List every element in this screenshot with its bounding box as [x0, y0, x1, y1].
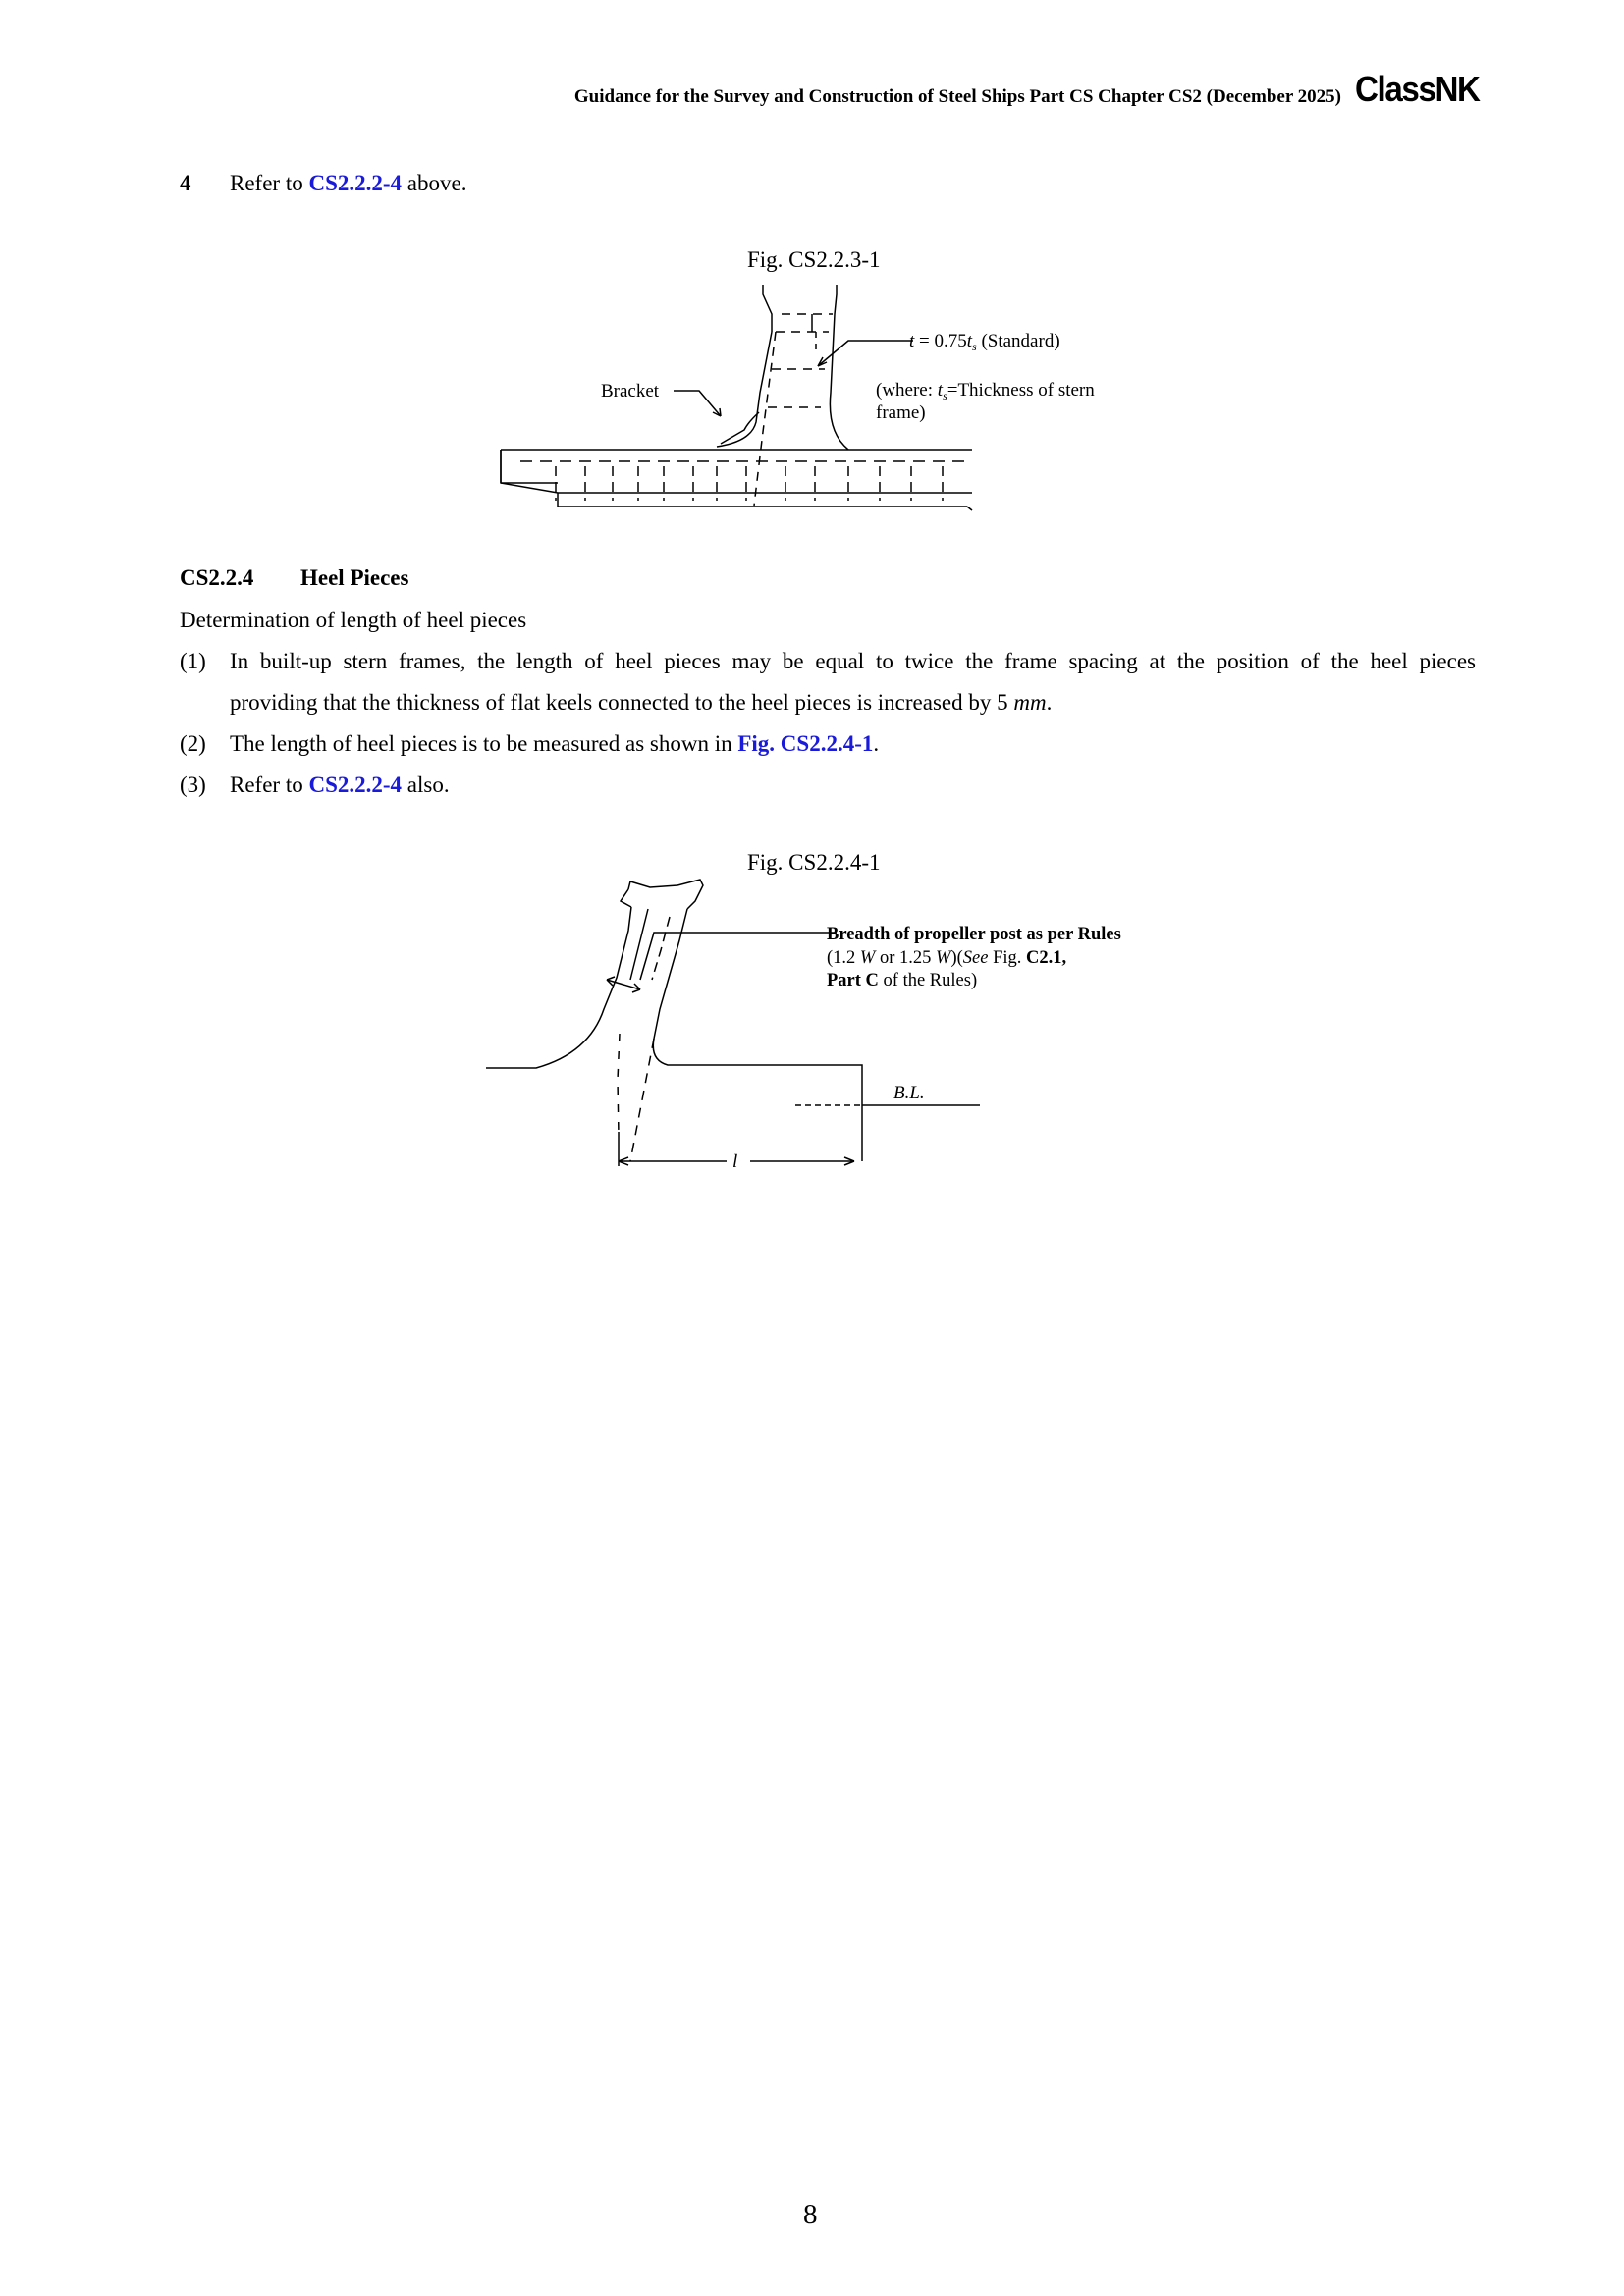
- link-cs2-2-2-4-also[interactable]: CS2.2.2-4: [308, 773, 403, 797]
- list-item-2-text: The length of heel pieces is to be measured as shown in Fig. CS2.2.4-1.: [230, 731, 880, 756]
- list-item-3-text: Refer to CS2.2.2-4 also.: [230, 773, 450, 797]
- section-number: CS2.2.4: [180, 565, 254, 590]
- list-item-1-line-2: providing that the thickness of flat keels connected to the heel pieces is increased by 5 mm.: [230, 690, 1053, 715]
- label-length: l: [732, 1151, 738, 1172]
- document-header-title: Guidance for the Survey and Construction of Steel Ships Part CS Chapter CS2 (December 2025): [573, 86, 1341, 107]
- label-breadth-line-1: Breadth of propeller post as per Rules: [827, 925, 1121, 944]
- list-item-1-line-1: In built-up stern frames, the length of heel pieces may be equal to twice the frame spacing at the position of the heel pieces: [230, 649, 1476, 673]
- figure-1-title: Fig. CS2.2.3-1: [747, 247, 881, 272]
- label-where-thickness: (where: $t_s=Thickness$ of stern: [876, 380, 1095, 402]
- figure-2-heel-piece-diagram: [481, 872, 1188, 1186]
- paragraph-4-text: Refer to CS2.2.2-4 above.: [230, 171, 467, 195]
- label-thickness-standard: $t = 0.75t_s$ (Standard): [909, 331, 1060, 353]
- paragraph-number: 4: [180, 171, 191, 195]
- link-fig-cs2-2-4-1[interactable]: Fig. CS2.2.4-1: [737, 731, 874, 756]
- label-bracket: Bracket: [601, 381, 660, 401]
- list-item-3-marker: (3): [180, 773, 206, 797]
- list-item-2-marker: (2): [180, 731, 206, 756]
- label-where-frame: frame): [876, 402, 926, 423]
- label-baseline: B.L.: [893, 1083, 925, 1103]
- classnk-logo: ClassNK: [1355, 69, 1480, 109]
- figure-1-stern-frame-diagram: [481, 275, 1188, 520]
- section-title: Heel Pieces: [300, 565, 409, 590]
- paragraph-4: [180, 170, 191, 197]
- label-breadth-line-3: Part C of the Rules): [827, 971, 978, 990]
- page-number: 8: [803, 2199, 818, 2230]
- figure-2-title: Fig. CS2.2.4-1: [747, 850, 881, 875]
- link-cs2-2-2-4[interactable]: CS2.2.2-4: [308, 171, 403, 195]
- section-intro: Determination of length of heel pieces: [180, 608, 527, 632]
- list-item-1-marker: (1): [180, 649, 206, 673]
- label-breadth-line-2: (1.2 W or 1.25 W)(See Fig. C2.1,: [827, 948, 1067, 968]
